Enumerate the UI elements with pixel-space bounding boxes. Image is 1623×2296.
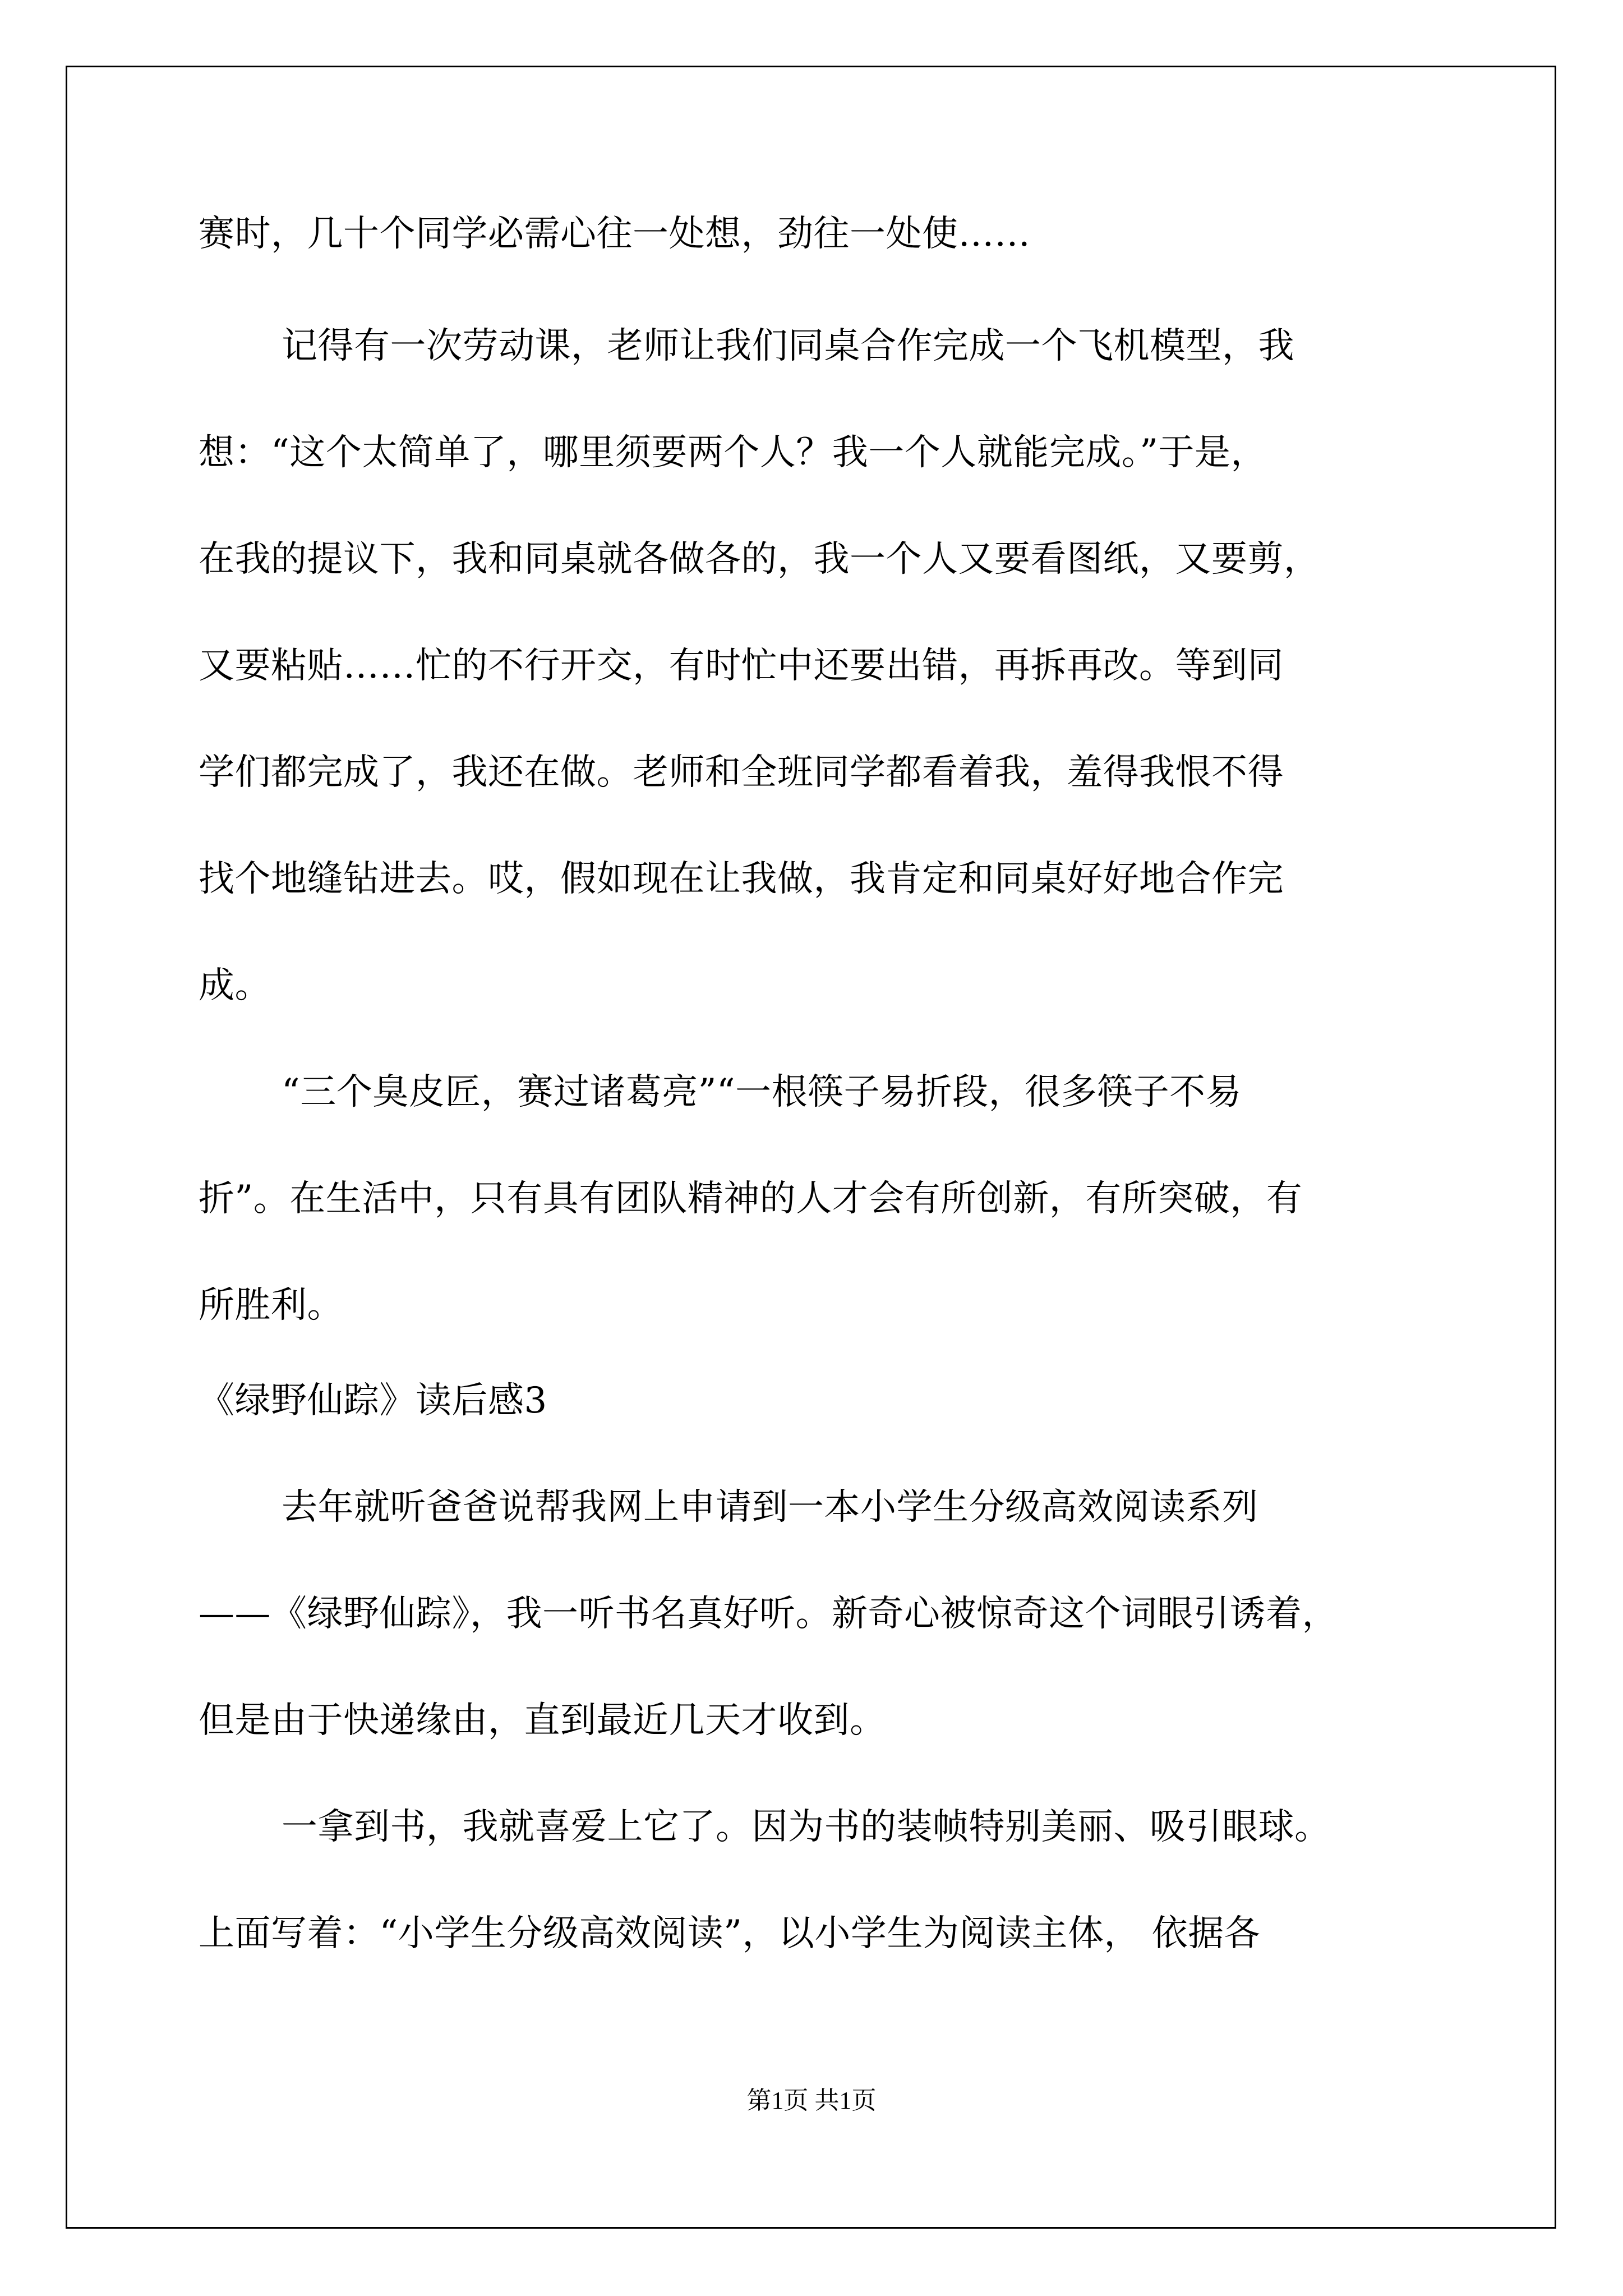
text-line-7: 找个地缝钻进去。哎，假如现在让我做，我肯定和同桌好好地合作完 (199, 858, 1284, 900)
text-line-14: ——《绿野仙踪》，我一听书名真好听。新奇心被惊奇这个词眼引诱着， (199, 1593, 1338, 1635)
text-line-1: 赛时，几十个同学必需心往一处想，劲往一处使…… (199, 213, 1031, 255)
text-line-5: 又要粘贴……忙的不行开交，有时忙中还要出错，再拆再改。等到同 (199, 645, 1284, 687)
text-line-4: 在我的提议下，我和同桌就各做各的，我一个人又要看图纸，又要剪， (199, 539, 1320, 580)
text-line-8: 成。 (199, 965, 271, 1006)
text-line-16: 一拿到书，我就喜爱上它了。因为书的装帧特别美丽、吸引眼球。 (282, 1806, 1331, 1848)
section-heading: 《绿野仙踪》读后感3 (199, 1380, 547, 1421)
page-border (66, 66, 1556, 2229)
text-line-15: 但是由于快递缘由，直到最近几天才收到。 (199, 1700, 886, 1741)
page-footer: 第1页 共1页 (746, 2087, 877, 2114)
text-line-11: 所胜利。 (199, 1285, 343, 1326)
text-line-13: 去年就听爸爸说帮我网上申请到一本小学生分级高效阅读系列 (282, 1487, 1258, 1528)
text-line-9: “三个臭皮匠，赛过诸葛亮”“一根筷子易折段，很多筷子不易 (282, 1071, 1242, 1113)
text-line-2: 记得有一次劳动课，老师让我们同桌合作完成一个飞机模型，我 (282, 325, 1294, 367)
text-line-3: 想：“这个太简单了，哪里须要两个人？我一个人就能完成。”于是， (199, 432, 1267, 473)
text-line-17: 上面写着：“小学生分级高效阅读”，以小学生为阅读主体， 依据各 (199, 1913, 1261, 1954)
text-line-6: 学们都完成了，我还在做。老师和全班同学都看着我，羞得我恨不得 (199, 752, 1284, 793)
text-line-10: 折”。在生活中，只有具有团队精神的人才会有所创新，有所突破，有 (199, 1178, 1303, 1220)
